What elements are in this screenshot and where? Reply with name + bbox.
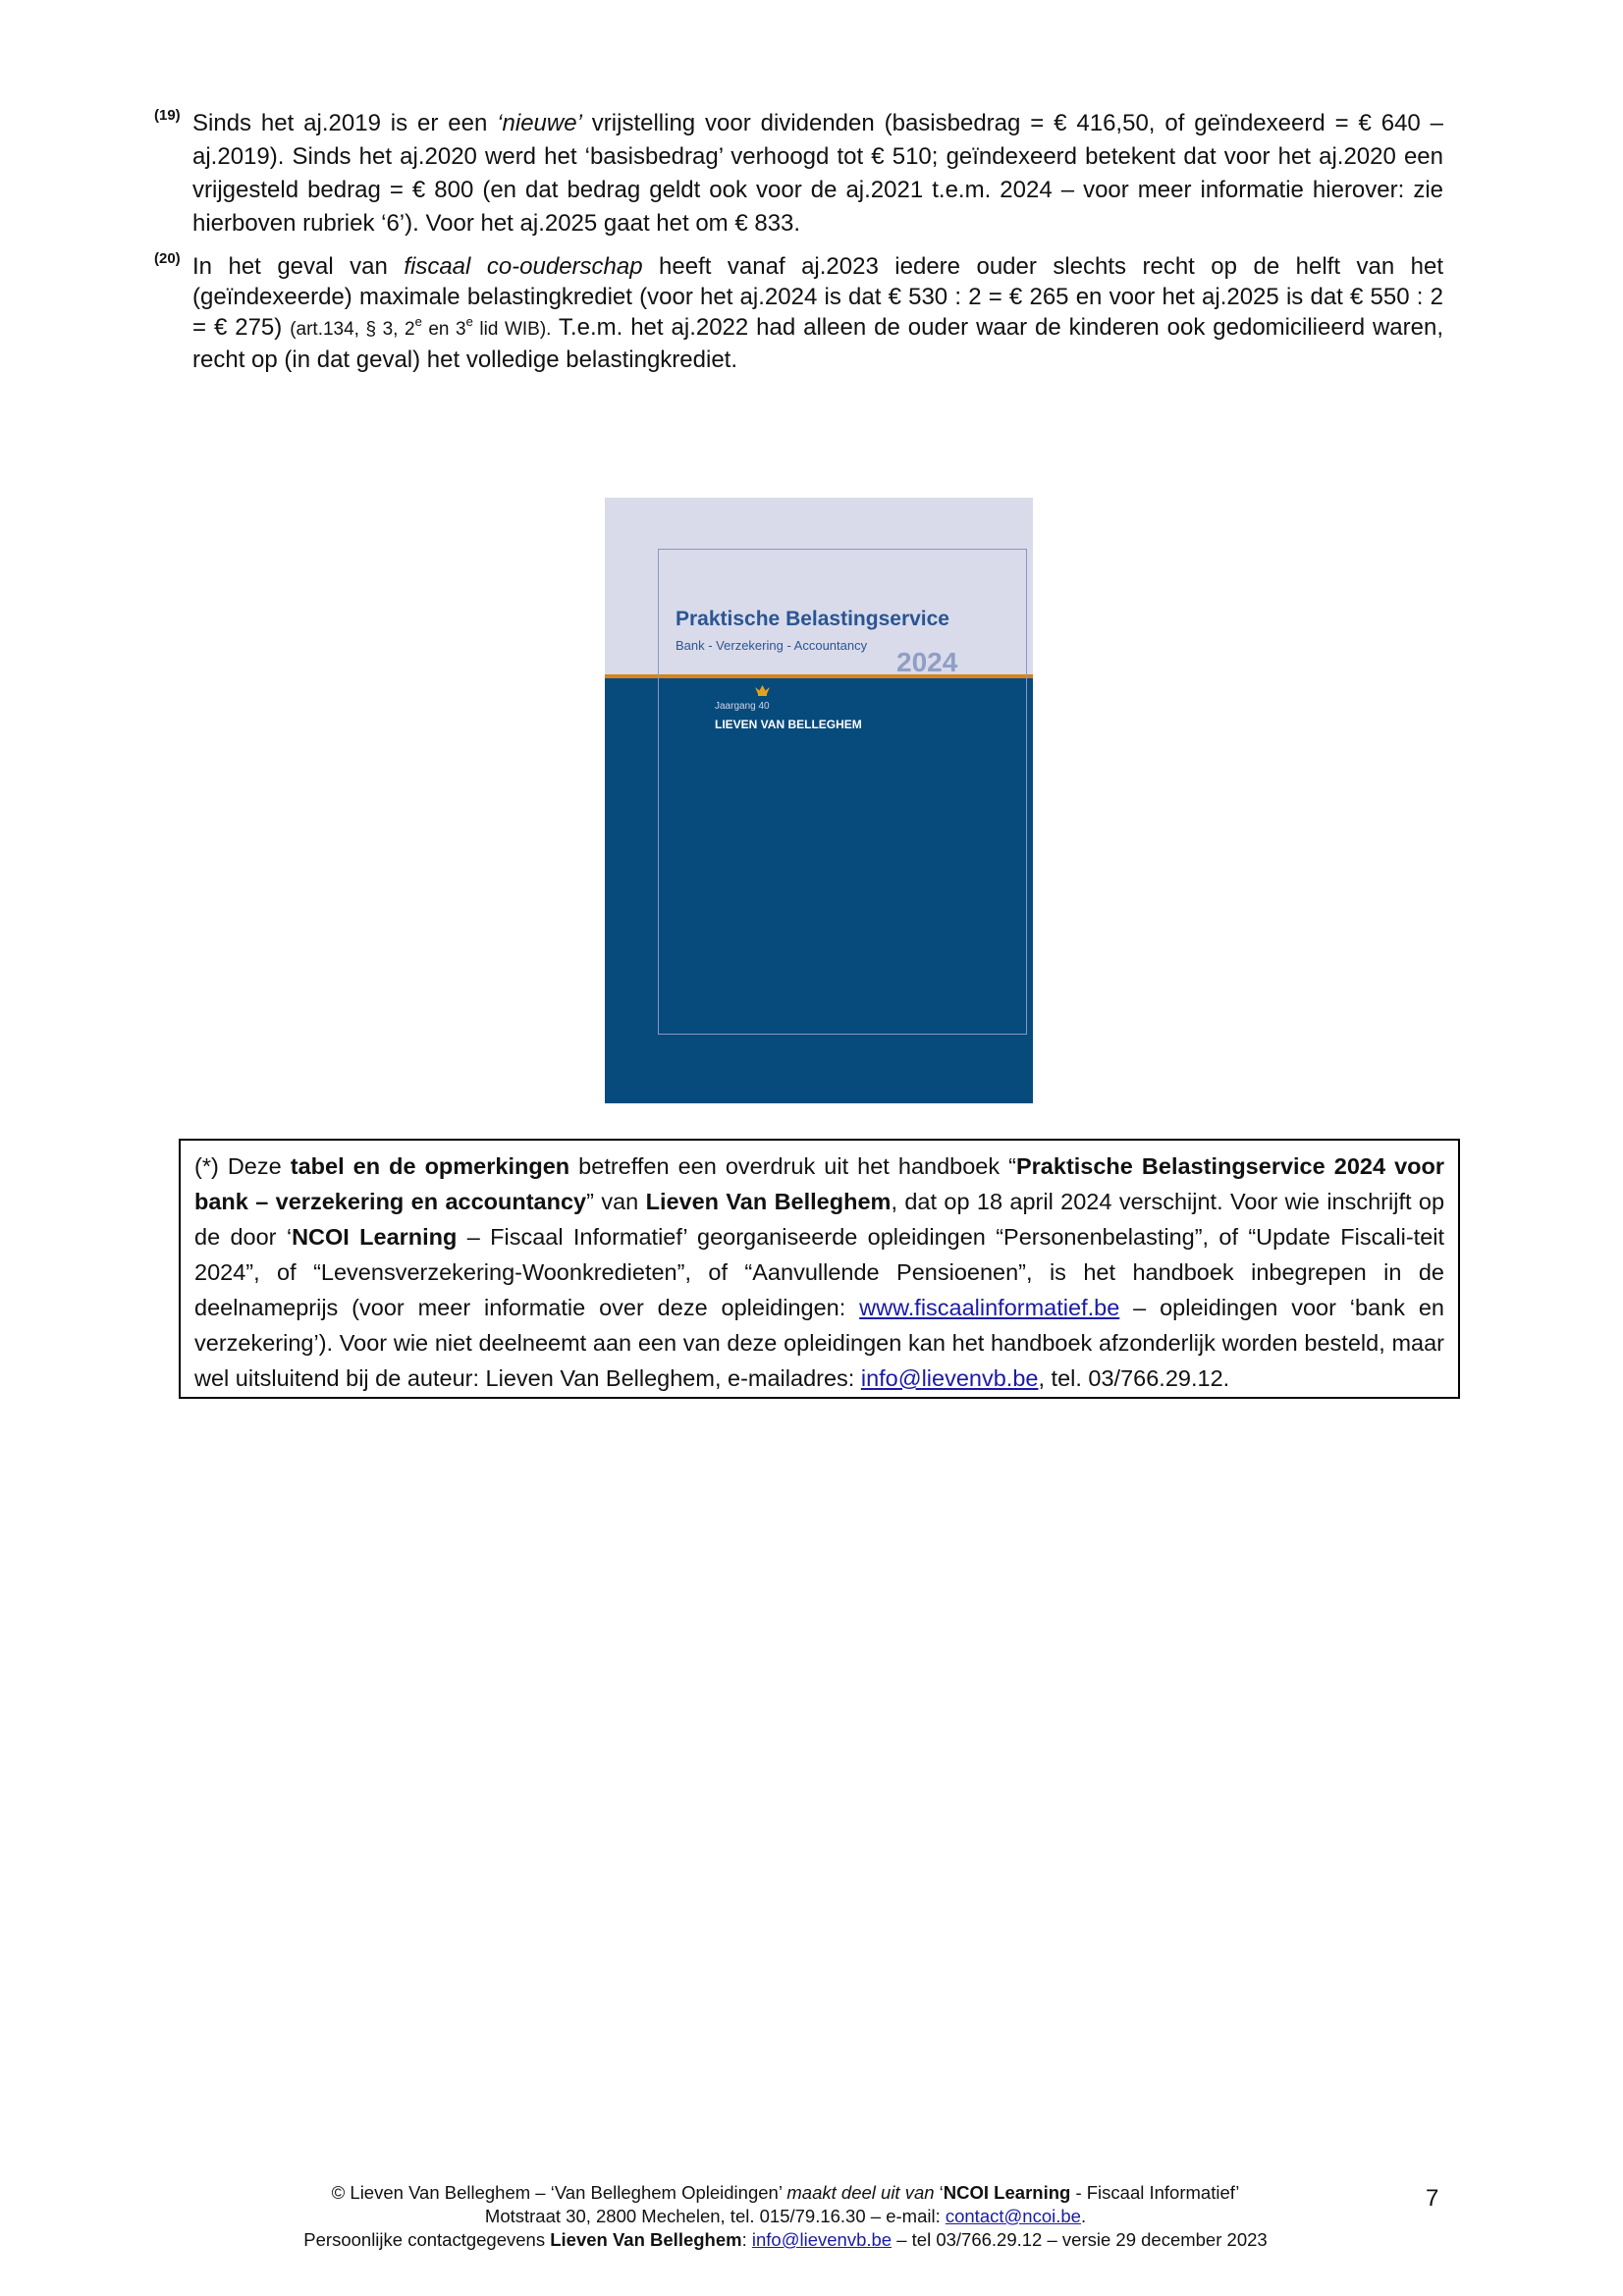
- text-run: .: [1080, 2206, 1087, 2226]
- bold-text: NCOI Learning: [943, 2182, 1071, 2203]
- page-number: 7: [1426, 2185, 1439, 2212]
- text-run: ‘: [934, 2182, 944, 2203]
- crown-icon: [754, 684, 771, 696]
- book-cover-image: [605, 498, 1033, 1103]
- cover-subtitle: Bank - Verzekering - Accountancy: [676, 638, 868, 653]
- text-run: T.e.m. het aj.2022 had alleen de ouder waar de kinderen ook gedomicilieerd waren, recht op (in dat geval) het volledige belastingkrediet.: [192, 314, 1444, 373]
- text-run: In het geval van: [192, 253, 405, 280]
- bold-text: Lieven Van Belleghem: [645, 1189, 892, 1214]
- footer-line-1: [226, 2181, 1345, 2205]
- footnote-20: [154, 250, 1444, 375]
- footnote-text: [192, 251, 1443, 375]
- text-run: ” van: [586, 1189, 646, 1214]
- footnote-number: (19): [154, 107, 181, 124]
- text-run: en 3: [421, 319, 466, 340]
- link[interactable]: contact@ncoi.be: [945, 2206, 1081, 2226]
- link[interactable]: www.fiscaalinformatief.be: [859, 1295, 1120, 1320]
- superscript: e: [465, 314, 473, 329]
- italic-text: ‘nieuwe’: [497, 110, 582, 136]
- footnote-19: [154, 107, 1444, 240]
- text-run: – tel 03/766.29.12 – versie 29 december 2023: [892, 2229, 1268, 2250]
- superscript: e: [414, 314, 422, 329]
- bold-text: Lieven Van Belleghem: [550, 2229, 742, 2250]
- italic-text: maakt deel uit van: [786, 2182, 935, 2203]
- cover-title: Praktische Belastingservice: [676, 608, 949, 630]
- bold-text: NCOI Learning: [292, 1224, 458, 1250]
- text-run: :: [741, 2229, 752, 2250]
- footnote-number: (20): [154, 250, 181, 267]
- italic-text: fiscaal co-ouderschap: [404, 253, 643, 280]
- text-run: Sinds het aj.2019 is er een: [192, 110, 498, 136]
- text-run: , dat op 18 april 2024 verschijnt. Voor wie inschrijft op de door ‘: [194, 1189, 1445, 1250]
- link[interactable]: info@lievenvb.be: [751, 2229, 893, 2250]
- text-run: heeft vanaf aj.2023 iedere ouder slechts recht op de helft van het (geïndexeerde) maximale belastingkrediet (voor het aj.2024 is dat € 530 : 2 = € 265 en voor het aj.2025 is dat € 550 : 2 = € 275): [192, 253, 1443, 341]
- text-run: © Lieven Van Belleghem – ‘Van Belleghem Opleidingen’: [331, 2182, 787, 2203]
- text-run: (*) Deze: [194, 1153, 291, 1179]
- text-run: vrijstelling voor dividenden (basisbedrag = € 416,50, of geïndexeerd = € 640 – aj.2019). Sinds het aj.2020 werd het ‘basisbedrag’ verhoogd tot € 510; geïndexeerd betekent dat voor het aj.2020 een vrijgesteld bedrag = € 800 (en dat bedrag geldt ook voor de aj.2021 t.e.m. 2024 – voor meer informatie hierover: zie hierboven rubriek ‘6’). Voor het aj.2025 gaat het om € 833.: [192, 110, 1444, 237]
- text-run: betreffen een overdruk uit het handboek “: [569, 1153, 1016, 1179]
- bold-text: tabel en de opmerkingen: [290, 1153, 570, 1179]
- cover-year: 2024: [896, 647, 958, 677]
- page-footer: [226, 2181, 1345, 2252]
- bold-text: Praktische Belastingservice 2024 voor bank – verzekering en accountancy: [194, 1153, 1444, 1214]
- footer-line-3: [226, 2228, 1345, 2252]
- footnote-text: [192, 107, 1443, 240]
- text-run: (art.134, § 3, 2: [290, 319, 415, 340]
- text-run: , tel. 03/766.29.12.: [1038, 1365, 1230, 1391]
- text-run: – Fiscaal Informatief’ georganiseerde opleidingen “Personenbelasting”, of “Update Fiscali-teit 2024”, of “Levensverzekering-Woonkredieten”, of “Aanvullende Pensioenen”, is het handboek inbegrepen in de deelnameprijs (voor meer informatie over deze opleidingen:: [194, 1224, 1445, 1320]
- text-run: - Fiscaal Informatief’: [1070, 2182, 1240, 2203]
- footer-line-2: [226, 2205, 1345, 2228]
- info-box-text: [194, 1148, 1444, 1396]
- cover-jaargang: Jaargang 40: [715, 701, 770, 712]
- link[interactable]: info@lievenvb.be: [860, 1365, 1039, 1391]
- cover-author: LIEVEN VAN BELLEGHEM: [715, 718, 862, 731]
- text-run: lid WIB).: [472, 319, 552, 340]
- text-run: Motstraat 30, 2800 Mechelen, tel. 015/79.16.30 – e-mail:: [484, 2206, 946, 2226]
- text-run: – opleidingen voor ‘bank en verzekering’). Voor wie niet deelneemt aan een van deze opleidingen kan het handboek afzonderlijk worden besteld, maar wel uitsluitend bij de auteur: Lieven Van Belleghem, e-mailadres:: [194, 1295, 1445, 1391]
- text-run: Persoonlijke contactgegevens: [303, 2229, 551, 2250]
- info-box: [179, 1139, 1460, 1399]
